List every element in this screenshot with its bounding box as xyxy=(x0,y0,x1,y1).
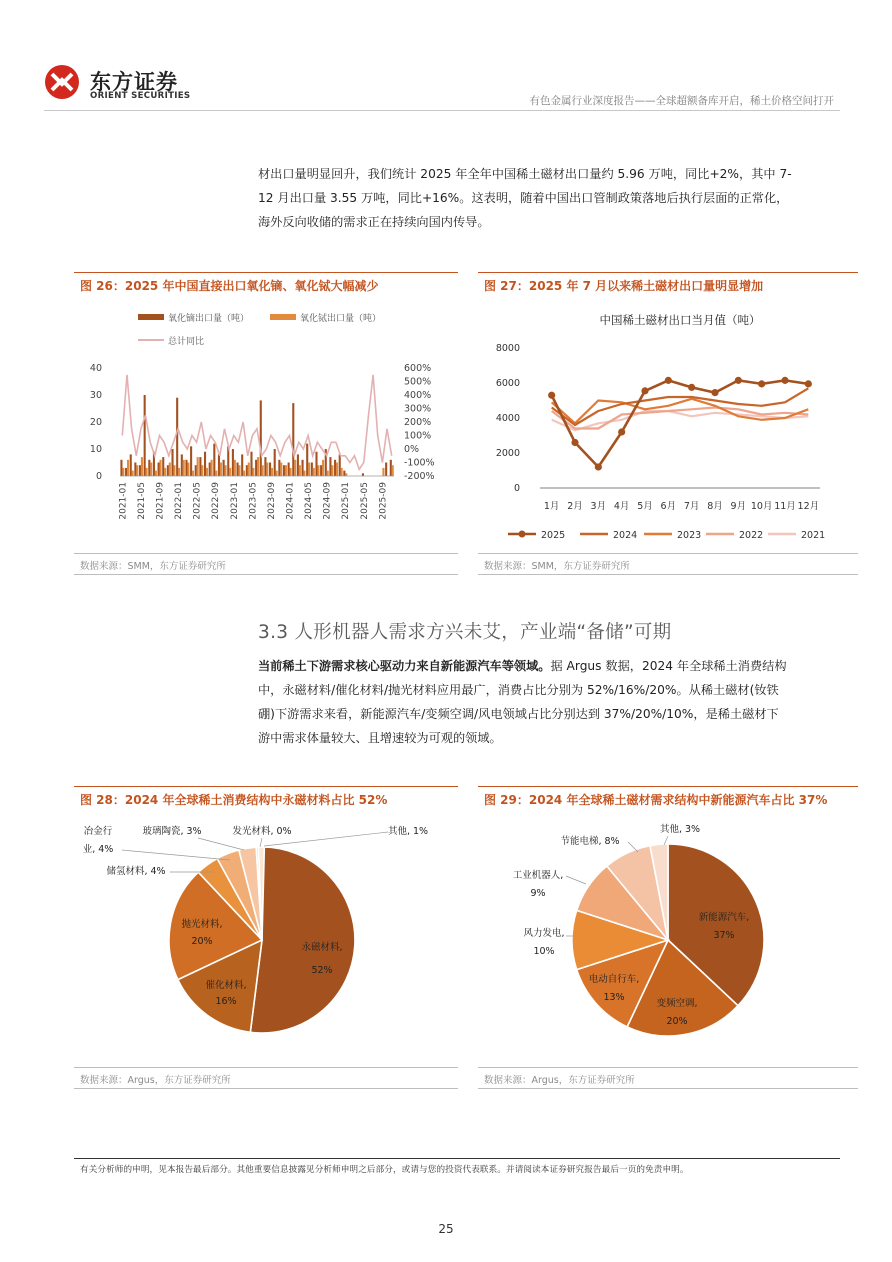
fig27-top-rule xyxy=(478,272,858,273)
bar-tb xyxy=(136,465,138,476)
fig29-title: 图 29：2024 年全球稀土磁材需求结构中新能源汽车占比 37% xyxy=(484,793,828,807)
y-tick-right: 200% xyxy=(404,417,432,428)
bar-dy xyxy=(209,463,211,477)
fig26-title: 图 26：2025 年中国直接出口氧化镝、氧化铽大幅减少 xyxy=(80,279,379,293)
bar-dy xyxy=(218,454,220,476)
bar-dy xyxy=(232,449,234,476)
bar-tb xyxy=(155,471,157,476)
bar-tb xyxy=(215,471,217,476)
y-tick-right: 0% xyxy=(404,444,420,455)
data-point-2025 xyxy=(548,392,555,399)
pie-slice-永磁材料 xyxy=(250,847,355,1033)
bar-tb xyxy=(132,471,134,476)
leader-line-luminescent xyxy=(260,838,262,847)
x-tick-label: 2022-01 xyxy=(174,482,185,520)
bar-tb xyxy=(257,457,259,476)
x-tick-label: 2025-09 xyxy=(378,482,389,520)
legend-label-2022: 2022 xyxy=(739,530,764,541)
x-tick-label: 2025-01 xyxy=(341,482,352,520)
bar-tb xyxy=(327,471,329,476)
bar-tb xyxy=(303,471,305,476)
bar-tb xyxy=(285,465,287,476)
legend-label-tb: 氧化铽出口量（吨） xyxy=(300,314,382,324)
bar-tb xyxy=(252,468,254,476)
bar-tb xyxy=(308,463,310,477)
bar-dy xyxy=(343,471,345,476)
data-point-2025 xyxy=(781,377,788,384)
pie-label-wind: 风力发电, xyxy=(523,928,565,939)
leader-line-metallurgy xyxy=(122,850,230,860)
fig27-title: 图 27：2025 年 7 月以来稀土磁材出口量明显增加 xyxy=(484,279,764,293)
bar-tb xyxy=(224,465,226,476)
bar-tb xyxy=(331,465,333,476)
x-tick-label: 2022-09 xyxy=(211,482,222,520)
pie-label-ac-pct: 20% xyxy=(666,1016,688,1027)
legend-label-2021: 2021 xyxy=(801,530,826,541)
bar-dy xyxy=(204,452,206,476)
bar-dy xyxy=(292,403,294,476)
header-rule xyxy=(44,110,840,111)
pie-label-elevator: 节能电梯, 8% xyxy=(560,836,620,847)
bar-tb xyxy=(211,460,213,476)
legend-swatch-tb xyxy=(270,314,296,320)
data-point-2025 xyxy=(758,380,765,387)
logo-icon xyxy=(44,64,80,100)
bar-dy xyxy=(241,454,243,476)
fig27-source: 数据来源：SMM，东方证券研究所 xyxy=(484,561,630,572)
bar-tb xyxy=(146,468,148,476)
paragraph-line: 海外反向收储的需求正在持续向国内传导。 xyxy=(258,215,490,229)
bar-dy xyxy=(139,465,141,476)
pie-label-hydrogen: 储氢材料, 4% xyxy=(106,866,166,877)
bar-dy xyxy=(158,463,160,477)
fig29-bottom-rule xyxy=(478,1088,858,1089)
x-tick-label: 2023-09 xyxy=(266,482,277,520)
bar-dy xyxy=(255,460,257,476)
bar-dy xyxy=(195,465,197,476)
paragraph-line: 游中需求体量较大、且增速较为可观的领域。 xyxy=(258,731,502,745)
y-tick-right: -200% xyxy=(404,471,435,482)
bar-tb xyxy=(159,460,161,476)
x-tick-label: 2024-01 xyxy=(285,482,296,520)
x-tick-label: 2021-09 xyxy=(155,482,166,520)
pie-label-other: 其他, 3% xyxy=(659,824,701,835)
paragraph-lead: 当前稀土下游需求核心驱动力来自新能源汽车等领域。 xyxy=(258,659,551,673)
bar-tb xyxy=(169,463,171,477)
fig29-top-rule xyxy=(478,786,858,787)
bar-tb xyxy=(178,468,180,476)
bar-tb xyxy=(336,463,338,477)
x-tick-label: 4月 xyxy=(613,501,630,512)
bar-tb xyxy=(294,460,296,476)
series-line-yoy xyxy=(122,375,391,470)
bar-tb xyxy=(238,465,240,476)
x-tick-label: 9月 xyxy=(730,501,747,512)
footer-rule xyxy=(74,1158,840,1159)
pie-label-ebike-pct: 13% xyxy=(603,992,625,1003)
fig29-chart xyxy=(478,812,860,1062)
y-tick-left: 40 xyxy=(89,363,102,374)
bar-dy xyxy=(246,465,248,476)
bar-tb xyxy=(201,465,203,476)
pie-label-magnet-pct: 52% xyxy=(311,965,333,976)
paragraph-line xyxy=(258,654,834,678)
data-point-2025 xyxy=(735,377,742,384)
bar-tb xyxy=(192,471,194,476)
bar-dy xyxy=(237,463,239,477)
x-tick-label: 2021-05 xyxy=(136,482,147,520)
paragraph-line: 12 月出口量 3.55 万吨，同比+16%。这表明，随着中国出口管制政策落地后执行层面的正常化， xyxy=(258,191,789,205)
fig26-chart xyxy=(74,300,460,552)
y-tick-right: 400% xyxy=(404,390,432,401)
bar-tb xyxy=(234,460,236,476)
legend-label-2024: 2024 xyxy=(613,530,638,541)
pie-label-luminescent: 发光材料, 0% xyxy=(232,826,292,837)
bar-tb xyxy=(280,463,282,477)
data-point-2025 xyxy=(595,463,602,470)
pie-label-metallurgy-2: 业, 4% xyxy=(82,844,114,855)
section-title: 3.3 人形机器人需求方兴未艾，产业端“备储”可期 xyxy=(258,622,672,643)
fig27-bottom-rule xyxy=(478,574,858,575)
fig29-source-rule xyxy=(478,1067,858,1068)
pie-label-ac: 变频空调, xyxy=(656,998,698,1009)
x-tick-label: 2024-09 xyxy=(322,482,333,520)
paragraph-line: 硼)下游需求来看，新能源汽车/变频空调/风电领域占比分别达到 37%/20%/10%，是稀土磁材下 xyxy=(258,707,779,721)
bar-dy xyxy=(260,400,262,476)
pie-label-polish: 抛光材料, xyxy=(181,919,223,930)
x-tick-label: 2025-05 xyxy=(359,482,370,520)
bar-dy xyxy=(213,444,215,476)
bar-tb xyxy=(197,457,199,476)
footer-disclaimer: 有关分析师的申明，见本报告最后部分。其他重要信息披露见分析师申明之后部分，或请与您的投资代表联系。并请阅读本证券研究报告最后一页的免责申明。 xyxy=(80,1165,689,1175)
y-tick-right: 500% xyxy=(404,376,432,388)
bar-dy xyxy=(390,460,392,476)
bar-tb xyxy=(220,463,222,477)
paragraph-demand xyxy=(258,654,834,750)
x-tick-label: 12月 xyxy=(797,501,820,512)
bar-dy xyxy=(190,446,192,476)
x-tick-label: 2023-05 xyxy=(248,482,259,520)
bar-tb xyxy=(392,465,394,476)
y-tick-left: 0 xyxy=(95,471,102,482)
fig28-source-rule xyxy=(74,1067,458,1068)
pie-label-robot: 工业机器人, xyxy=(512,870,564,881)
bar-dy xyxy=(167,465,169,476)
logo-text-cn: 东方证券 xyxy=(90,70,178,94)
bar-tb xyxy=(266,463,268,477)
y-tick-right: 100% xyxy=(404,430,432,442)
data-point-2025 xyxy=(641,387,648,394)
bar-tb xyxy=(229,468,231,476)
x-tick-label: 2024-05 xyxy=(304,482,315,520)
bar-dy xyxy=(274,449,276,476)
series-line-2025 xyxy=(552,380,809,467)
legend-marker-2025 xyxy=(519,531,526,538)
bar-tb xyxy=(345,473,347,476)
paragraph-line: 中，永磁材料/催化材料/抛光材料应用最广，消费占比分别为 52%/16%/20%。从稀土磁材(钕铁 xyxy=(258,683,779,697)
bar-dy xyxy=(148,460,150,476)
bar-tb xyxy=(341,468,343,476)
y-tick-right: 300% xyxy=(404,403,432,415)
bar-dy xyxy=(144,395,146,476)
bar-dy xyxy=(288,463,290,477)
bar-dy xyxy=(223,460,225,476)
bar-dy xyxy=(176,398,178,476)
pie-label-catalyst-pct: 16% xyxy=(215,996,237,1007)
bar-dy xyxy=(283,465,285,476)
legend-label-yoy: 总计同比 xyxy=(168,337,205,347)
legend-swatch-dy xyxy=(138,314,164,320)
bar-tb xyxy=(299,465,301,476)
bar-tb xyxy=(150,463,152,477)
bar-dy xyxy=(130,454,132,476)
bar-dy xyxy=(385,463,387,477)
legend-label-2023: 2023 xyxy=(677,530,702,541)
bar-tb xyxy=(173,465,175,476)
fig28-top-rule xyxy=(74,786,458,787)
fig29-source: 数据来源：Argus，东方证券研究所 xyxy=(484,1075,635,1086)
x-tick-label: 2月 xyxy=(567,501,583,512)
y-tick-label: 0 xyxy=(513,483,520,494)
bar-dy xyxy=(306,444,308,476)
x-tick-label: 11月 xyxy=(774,501,796,512)
bar-dy xyxy=(162,457,164,476)
x-tick-label: 3月 xyxy=(590,501,607,512)
bar-dy xyxy=(311,463,313,477)
bar-tb xyxy=(243,471,245,476)
x-tick-label: 2021-01 xyxy=(118,482,129,520)
bar-tb xyxy=(262,465,264,476)
pie-label-ebike: 电动自行车, xyxy=(588,974,640,985)
x-tick-label: 1月 xyxy=(543,501,560,512)
bar-tb xyxy=(127,460,129,476)
bar-tb xyxy=(313,468,315,476)
bar-tb xyxy=(122,468,124,476)
chart-title: 中国稀土磁材出口当月值（吨） xyxy=(599,313,761,327)
pie-label-nev-pct: 37% xyxy=(713,930,735,941)
y-tick-label: 8000 xyxy=(495,343,520,354)
fig28-title: 图 28：2024 年全球稀土消费结构中永磁材料占比 52% xyxy=(80,793,388,807)
fig27-source-rule xyxy=(478,553,858,554)
bar-tb xyxy=(183,460,185,476)
bar-dy xyxy=(185,460,187,476)
pie-label-glass: 玻璃陶瓷, 3% xyxy=(142,826,202,837)
bar-dy xyxy=(181,454,183,476)
leader-line-robot xyxy=(566,876,586,884)
bar-dy xyxy=(329,457,331,476)
pie-label-wind-pct: 10% xyxy=(533,946,555,957)
bar-dy xyxy=(315,452,317,476)
fig28-chart xyxy=(74,812,460,1062)
pie-label-catalyst: 催化材料, xyxy=(205,980,247,991)
fig26-source: 数据来源：SMM，东方证券研究所 xyxy=(80,561,226,572)
bar-dy xyxy=(250,452,252,476)
data-point-2025 xyxy=(618,428,625,435)
bar-dy xyxy=(264,457,266,476)
y-tick-right: 600% xyxy=(404,363,432,374)
logo-text-en: ORIENT SECURITIES xyxy=(90,91,191,101)
data-point-2025 xyxy=(805,380,812,387)
bar-dy xyxy=(269,463,271,477)
report-title: 有色金属行业深度报告——全球超额备库开启，稀土价格空间打开 xyxy=(529,95,834,107)
y-tick-right: -100% xyxy=(404,457,435,469)
pie-label-metallurgy: 冶金行 xyxy=(83,826,113,837)
page-number: 25 xyxy=(438,1222,454,1236)
pie-label-magnet: 永磁材料, xyxy=(301,942,343,953)
x-tick-label: 2023-01 xyxy=(229,482,240,520)
bar-tb xyxy=(290,468,292,476)
bar-dy xyxy=(362,473,364,476)
fig26-bottom-rule xyxy=(74,574,458,575)
bar-tb xyxy=(276,471,278,476)
bar-dy xyxy=(171,449,173,476)
bar-tb xyxy=(317,465,319,476)
pie-label-nev: 新能源汽车, xyxy=(698,912,750,923)
bar-dy xyxy=(199,457,201,476)
leader-line-glass xyxy=(198,838,244,850)
legend-label-dy: 氧化镝出口量（吨） xyxy=(168,314,250,324)
paragraph-lead-rest: 据 Argus 数据，2024 年全球稀土消费结构 xyxy=(550,659,787,673)
y-tick-left: 20 xyxy=(89,417,102,428)
x-tick-label: 7月 xyxy=(683,501,700,512)
x-tick-label: 6月 xyxy=(660,501,677,512)
bar-dy xyxy=(339,454,341,476)
bar-dy xyxy=(334,460,336,476)
x-tick-label: 8月 xyxy=(707,501,723,512)
bar-dy xyxy=(278,460,280,476)
paragraph-export xyxy=(258,162,834,234)
y-tick-left: 30 xyxy=(89,390,102,401)
x-tick-label: 2022-05 xyxy=(192,482,203,520)
bar-dy xyxy=(134,463,136,477)
data-point-2025 xyxy=(688,384,695,391)
bar-dy xyxy=(302,460,304,476)
pie-label-polish-pct: 20% xyxy=(191,936,213,947)
y-tick-label: 4000 xyxy=(495,413,520,424)
x-tick-label: 5月 xyxy=(637,501,653,512)
pie-label-robot-pct: 9% xyxy=(530,888,546,899)
data-point-2025 xyxy=(711,389,718,396)
bar-tb xyxy=(206,468,208,476)
fig26-source-rule xyxy=(74,553,458,554)
bar-tb xyxy=(248,463,250,477)
fig27-chart xyxy=(478,300,860,552)
fig28-source: 数据来源：Argus，东方证券研究所 xyxy=(80,1075,231,1086)
bar-tb xyxy=(271,468,273,476)
data-point-2025 xyxy=(665,377,672,384)
paragraph-line: 材出口量明显回升，我们统计 2025 年全年中国稀土磁材出口量约 5.96 万吨，同比+2%，其中 7- xyxy=(258,167,792,181)
bar-dy xyxy=(120,460,122,476)
data-point-2025 xyxy=(571,439,578,446)
bar-tb xyxy=(322,460,324,476)
y-tick-label: 2000 xyxy=(495,448,520,459)
bar-dy xyxy=(297,454,299,476)
bar-tb xyxy=(164,468,166,476)
y-tick-label: 6000 xyxy=(495,378,520,389)
y-tick-left: 10 xyxy=(89,444,102,455)
bar-tb xyxy=(187,463,189,477)
bar-dy xyxy=(320,465,322,476)
fig26-top-rule xyxy=(74,272,458,273)
bar-tb xyxy=(382,468,384,476)
legend-label-2025: 2025 xyxy=(541,530,566,541)
bar-dy xyxy=(125,468,127,476)
pie-label-other: 其他, 1% xyxy=(387,826,429,837)
fig28-bottom-rule xyxy=(74,1088,458,1089)
x-tick-label: 10月 xyxy=(750,501,773,512)
bar-tb xyxy=(141,457,143,476)
